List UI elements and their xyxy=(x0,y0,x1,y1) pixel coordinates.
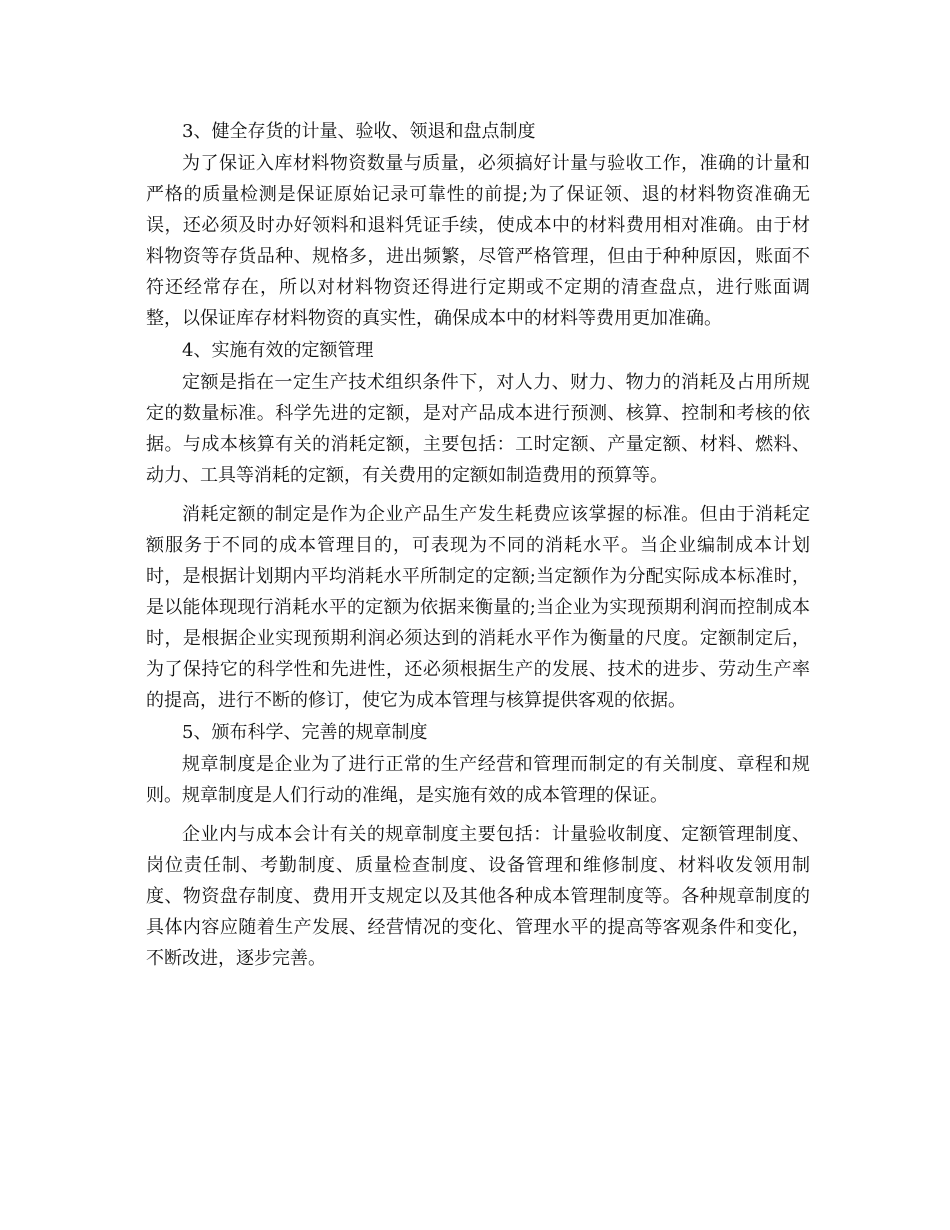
paragraph-rules-definition: 规章制度是企业为了进行正常的生产经营和管理而制定的有关制度、章程和规则。规章制度是人们行动的准绳，是实施有效的成本管理的保证。 xyxy=(146,754,810,806)
paragraph-inventory-control: 为了保证入库材料物资数量与质量，必须搞好计量与验收工作，准确的计量和严格的质量检测是保证原始记录可靠性的前提;为了保证领、退的材料物资准确无误，还必须及时办好领料和退料凭证手续，使成本中的材料费用相对准确。由于材料物资等存货品种、规格多，进出频繁，尽管严格管理，但由于种种原因，账面不符还经常存在，所以对材料物资还得进行定期或不定期的清查盘点，进行账面调整，以保证库存材料物资的真实性，确保成本中的材料等费用更加准确。 xyxy=(146,153,810,329)
section-heading-5: 5、颁布科学、完善的规章制度 xyxy=(182,722,428,743)
section-heading-4: 4、实施有效的定额管理 xyxy=(182,340,374,361)
paragraph-rules-list: 企业内与成本会计有关的规章制度主要包括：计量验收制度、定额管理制度、岗位责任制、考勤制度、质量检查制度、设备管理和维修制度、材料收发领用制度、物资盘存制度、费用开支规定以及其他各种成本管理制度等。各种规章制度的具体内容应随着生产发展、经营情况的变化、管理水平的提高等客观条件和变化，不断改进，逐步完善。 xyxy=(146,824,810,969)
paragraph-quota-definition: 定额是指在一定生产技术组织条件下，对人力、财力、物力的消耗及占用所规定的数量标准。科学先进的定额，是对产品成本进行预测、核算、控制和考核的依据。与成本核算有关的消耗定额，主要包括：工时定额、产量定额、材料、燃料、动力、工具等消耗的定额，有关费用的定额如制造费用的预算等。 xyxy=(146,372,810,486)
paragraph-consumption-quota: 消耗定额的制定是作为企业产品生产发生耗费应该掌握的标准。但由于消耗定额服务于不同的成本管理目的，可表现为不同的消耗水平。当企业编制成本计划时，是根据计划期内平均消耗水平所制定的定额;当定额作为分配实际成本标准时，是以能体现现行消耗水平的定额为依据来衡量的;当企业为实现预期利润而控制成本时，是根据企业实现预期利润必须达到的消耗水平作为衡量的尺度。定额制定后，为了保持它的科学性和先进性，还必须根据生产的发展、技术的进步、劳动生产率的提高，进行不断的修订，使它为成本管理与核算提供客观的依据。 xyxy=(146,504,810,711)
document-body xyxy=(146,116,810,975)
section-heading-3: 3、健全存货的计量、验收、领退和盘点制度 xyxy=(182,121,536,142)
